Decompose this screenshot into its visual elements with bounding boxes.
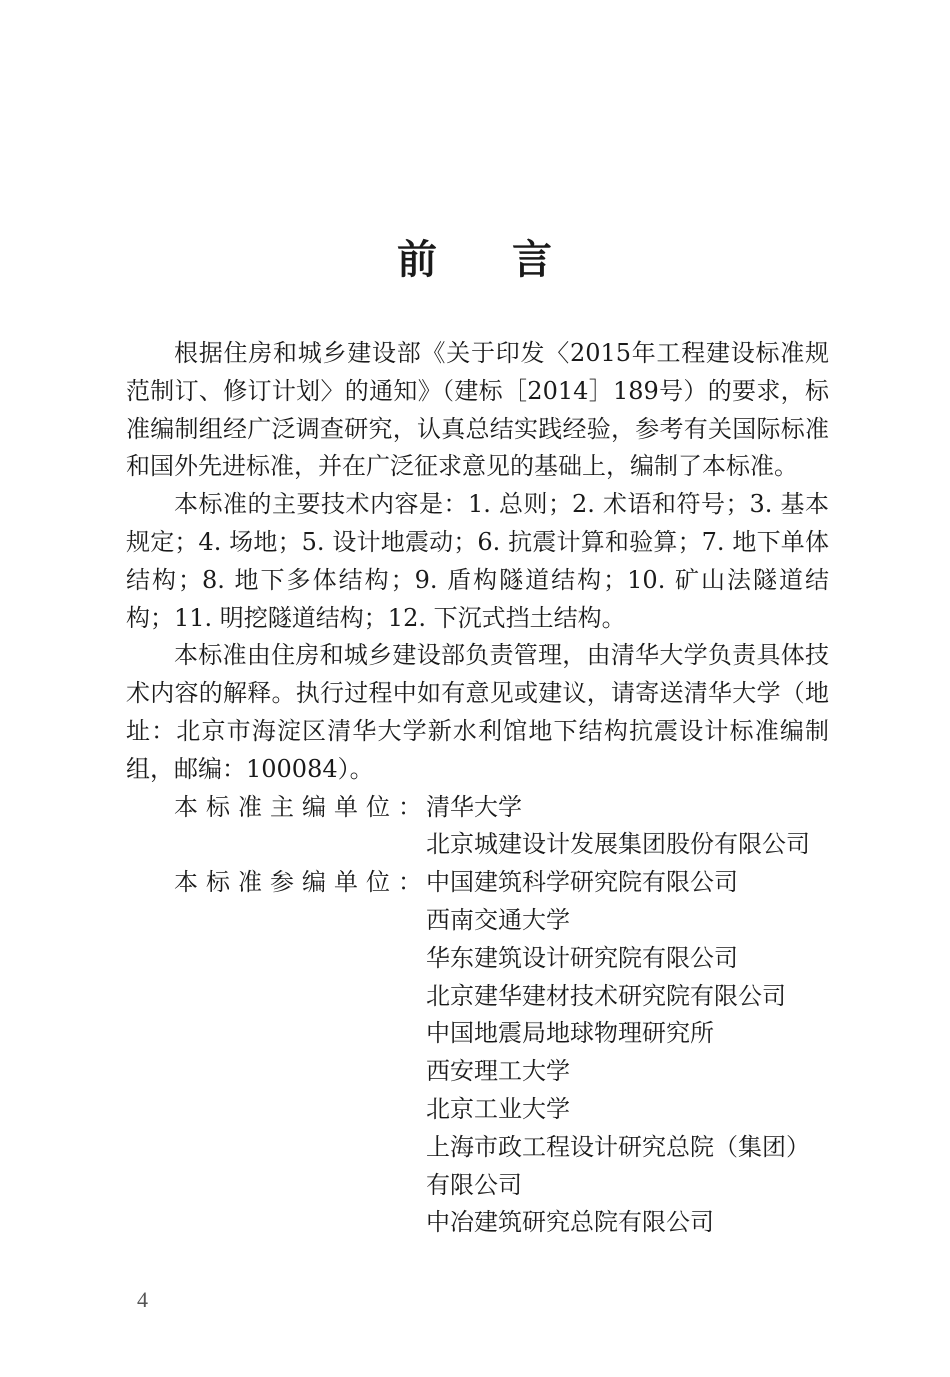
participating-unit: 中国建筑科学研究院有限公司 [426, 868, 738, 897]
participating-unit: 中国地震局地球物理研究所 [426, 1019, 714, 1048]
paragraph-contents: 本标准的主要技术内容是：1. 总则；2. 术语和符号；3. 基本规定；4. 场地；5. 设计地震动；6. 抗震计算和验算；7. 地下单体结构；8. 地下多体结构；9. 盾构隧道结构；10. 矿山法隧道结构；11. 明挖隧道结构；12. 下沉式挡土结构。 [126, 490, 829, 632]
chief-editor-unit: 清华大学 [426, 792, 522, 821]
page-title-char-2: 言 [512, 236, 553, 283]
chief-editor-list [426, 789, 810, 865]
paragraph-basis: 根据住房和城乡建设部《关于印发〈2015年工程建设标准规范制订、修订计划〉的通知》（建标［2014］189号）的要求，标准编制组经广泛调查研究，认真总结实践经验，参考有关国际标准和国外先进标准，并在广泛征求意见的基础上，编制了本标准。 [126, 339, 829, 481]
participating-unit: 华东建筑设计研究院有限公司 [426, 943, 738, 972]
participating-unit: 有限公司 [426, 1170, 522, 1199]
body-text [126, 335, 829, 1242]
page-title-char-1: 前 [397, 236, 438, 283]
participating-unit: 上海市政工程设计研究总院（集团） [426, 1132, 810, 1161]
participating-label: 本标准参编单位： [174, 868, 430, 897]
participating-unit: 北京工业大学 [426, 1094, 570, 1123]
participating-unit: 西南交通大学 [426, 905, 570, 934]
page-title [0, 236, 950, 284]
page-number: 4 [137, 1287, 148, 1312]
participating-row [126, 864, 829, 1242]
chief-editor-label: 本标准主编单位： [174, 792, 430, 821]
participating-unit: 西安理工大学 [426, 1057, 570, 1086]
chief-editor-row [126, 789, 829, 865]
participating-unit: 中冶建筑研究总院有限公司 [426, 1208, 714, 1237]
participating-unit: 北京建华建材技术研究院有限公司 [426, 981, 786, 1010]
editor-units [126, 789, 829, 1243]
participating-list [426, 864, 810, 1242]
paragraph-management: 本标准由住房和城乡建设部负责管理，由清华大学负责具体技术内容的解释。执行过程中如有意见或建议，请寄送清华大学（地址：北京市海淀区清华大学新水利馆地下结构抗震设计标准编制组，邮编：100084）。 [126, 641, 829, 783]
chief-editor-unit: 北京城建设计发展集团股份有限公司 [426, 830, 810, 859]
